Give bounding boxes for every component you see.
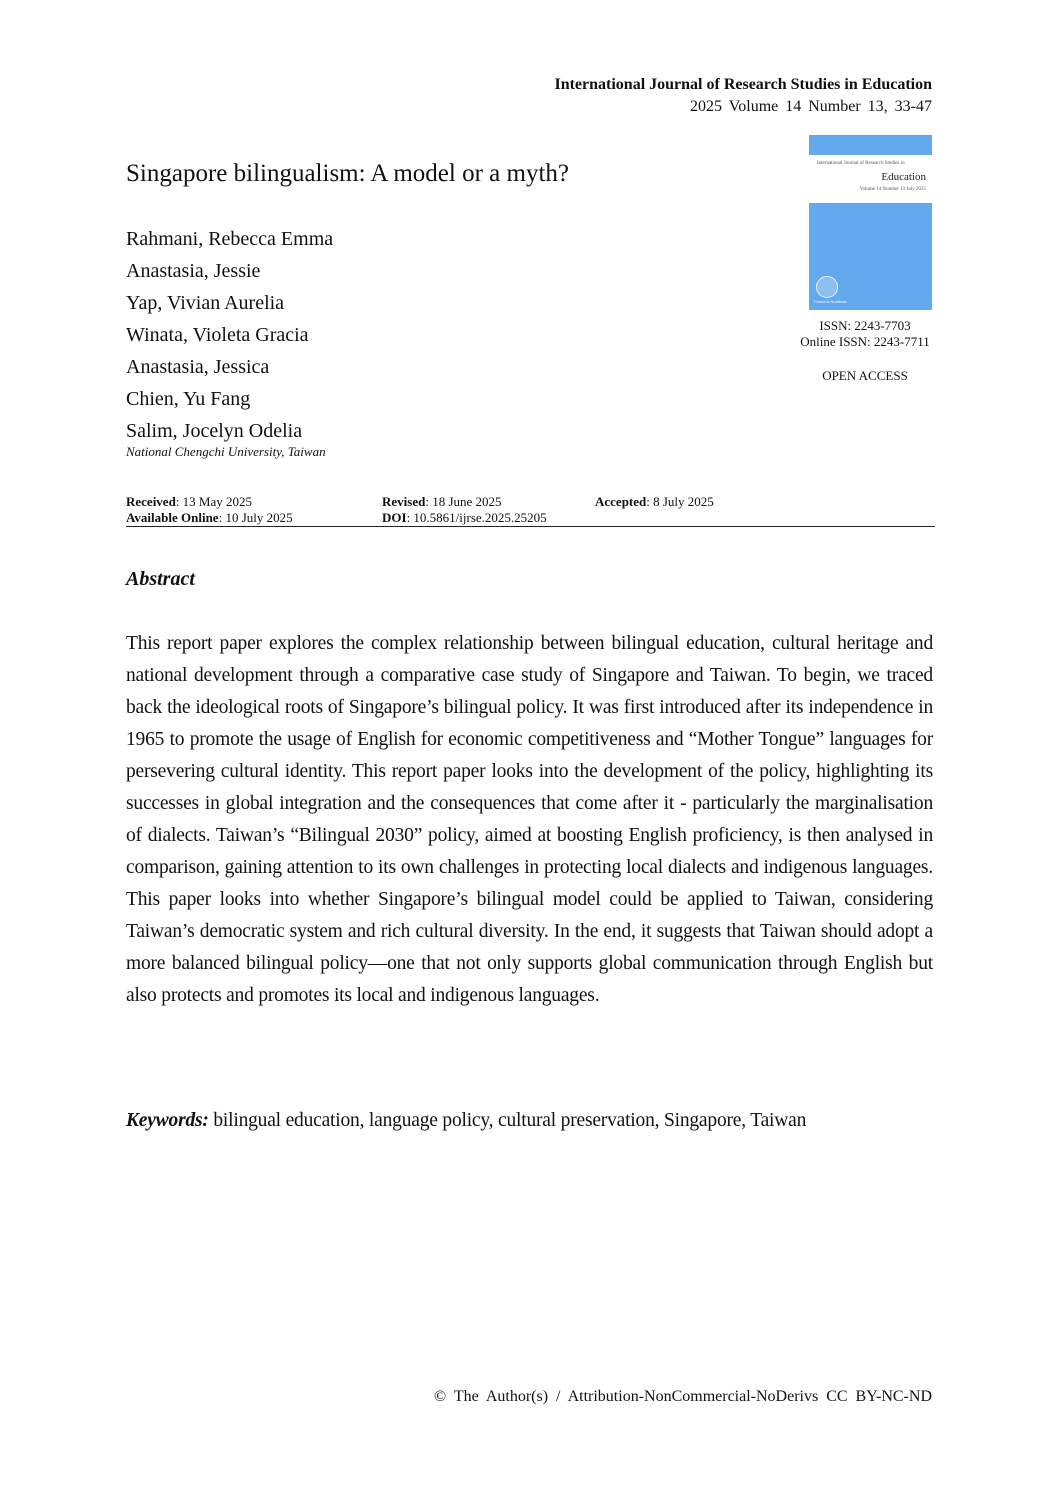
open-access-label: OPEN ACCESS — [822, 368, 908, 383]
revised-date: Revised: 18 June 2025 — [382, 494, 502, 509]
cover-journal-big: Education — [881, 171, 926, 183]
keywords-label: Keywords: — [126, 1110, 209, 1131]
cover-bottom-band — [809, 203, 932, 310]
issn-print: ISSN: 2243-7703 — [819, 318, 911, 333]
cover-title-band — [809, 155, 932, 203]
abstract-heading: Abstract — [126, 568, 195, 590]
author: Rahmani, Rebecca Emma — [126, 228, 334, 250]
affiliation: National Chengchi University, Taiwan — [126, 444, 326, 459]
article-title: Singapore bilingualism: A model or a myth? — [126, 160, 570, 187]
cover-journal-small: International Journal of Research Studies in — [817, 161, 905, 166]
cover-top-band — [809, 135, 932, 155]
abstract-body: This report paper explores the complex relationship between bilingual education, cultural heritage and national development through a comparative case study of Singapore and Taiwan. To begin, we traced back the ideological roots of Singapore’s bilingual policy. It was first introduced after its independence in 1965 to promote the usage of English for economic competitiveness and “Mother Tongue” languages for persevering cultural identity. This report paper looks into the development of the policy, highlighting its successes in global integration and the consequences that come after it - particularly the marginalisation of dialects. Taiwan’s “Bilingual 2030” policy, aimed at boosting English proficiency, is then analysed in comparison, gaining attention to its own challenges in protecting local dialects and indigenous languages. This paper looks into whether Singapore’s bilingual model could be applied to Taiwan, considering Taiwan’s democratic system and rich cultural diversity. In the end, it suggests that Taiwan should adopt a more balanced bilingual policy—one that not only supports global communication through English but also protects and promotes its local and indigenous languages. — [126, 633, 933, 1006]
license-footer: © The Author(s) / Attribution-NonCommercial-NoDerivs CC BY-NC-ND — [433, 1388, 932, 1405]
issn-online: Online ISSN: 2243-7711 — [800, 334, 930, 349]
author: Winata, Violeta Gracia — [126, 324, 309, 346]
cover-volume: Volume 14 Number 13 July 2025 — [859, 187, 926, 192]
header-divider — [126, 526, 935, 527]
publisher-logo-text: Consortia Academia — [814, 299, 847, 304]
author: Chien, Yu Fang — [126, 388, 251, 410]
doi[interactable]: DOI: 10.5861/ijrse.2025.25205 — [382, 510, 547, 525]
author: Yap, Vivian Aurelia — [126, 292, 285, 314]
keywords-text: bilingual education, language policy, cultural preservation, Singapore, Taiwan — [208, 1110, 807, 1131]
keywords — [126, 1110, 806, 1132]
journal-name: International Journal of Research Studies in Education — [554, 76, 932, 93]
journal-cover-image — [809, 135, 932, 310]
article-dates — [126, 494, 935, 526]
journal-issue: 2025 Volume 14 Number 13, 33-47 — [690, 98, 932, 115]
publisher-logo-icon — [816, 276, 838, 298]
online-date: Available Online: 10 July 2025 — [126, 510, 293, 525]
author-list — [126, 225, 333, 460]
received-date: Received: 13 May 2025 — [126, 494, 253, 509]
accepted-date: Accepted: 8 July 2025 — [595, 494, 714, 509]
author: Anastasia, Jessica — [126, 356, 270, 378]
issn-block — [780, 318, 950, 350]
author: Salim, Jocelyn Odelia — [126, 420, 303, 442]
author: Anastasia, Jessie — [126, 260, 261, 282]
